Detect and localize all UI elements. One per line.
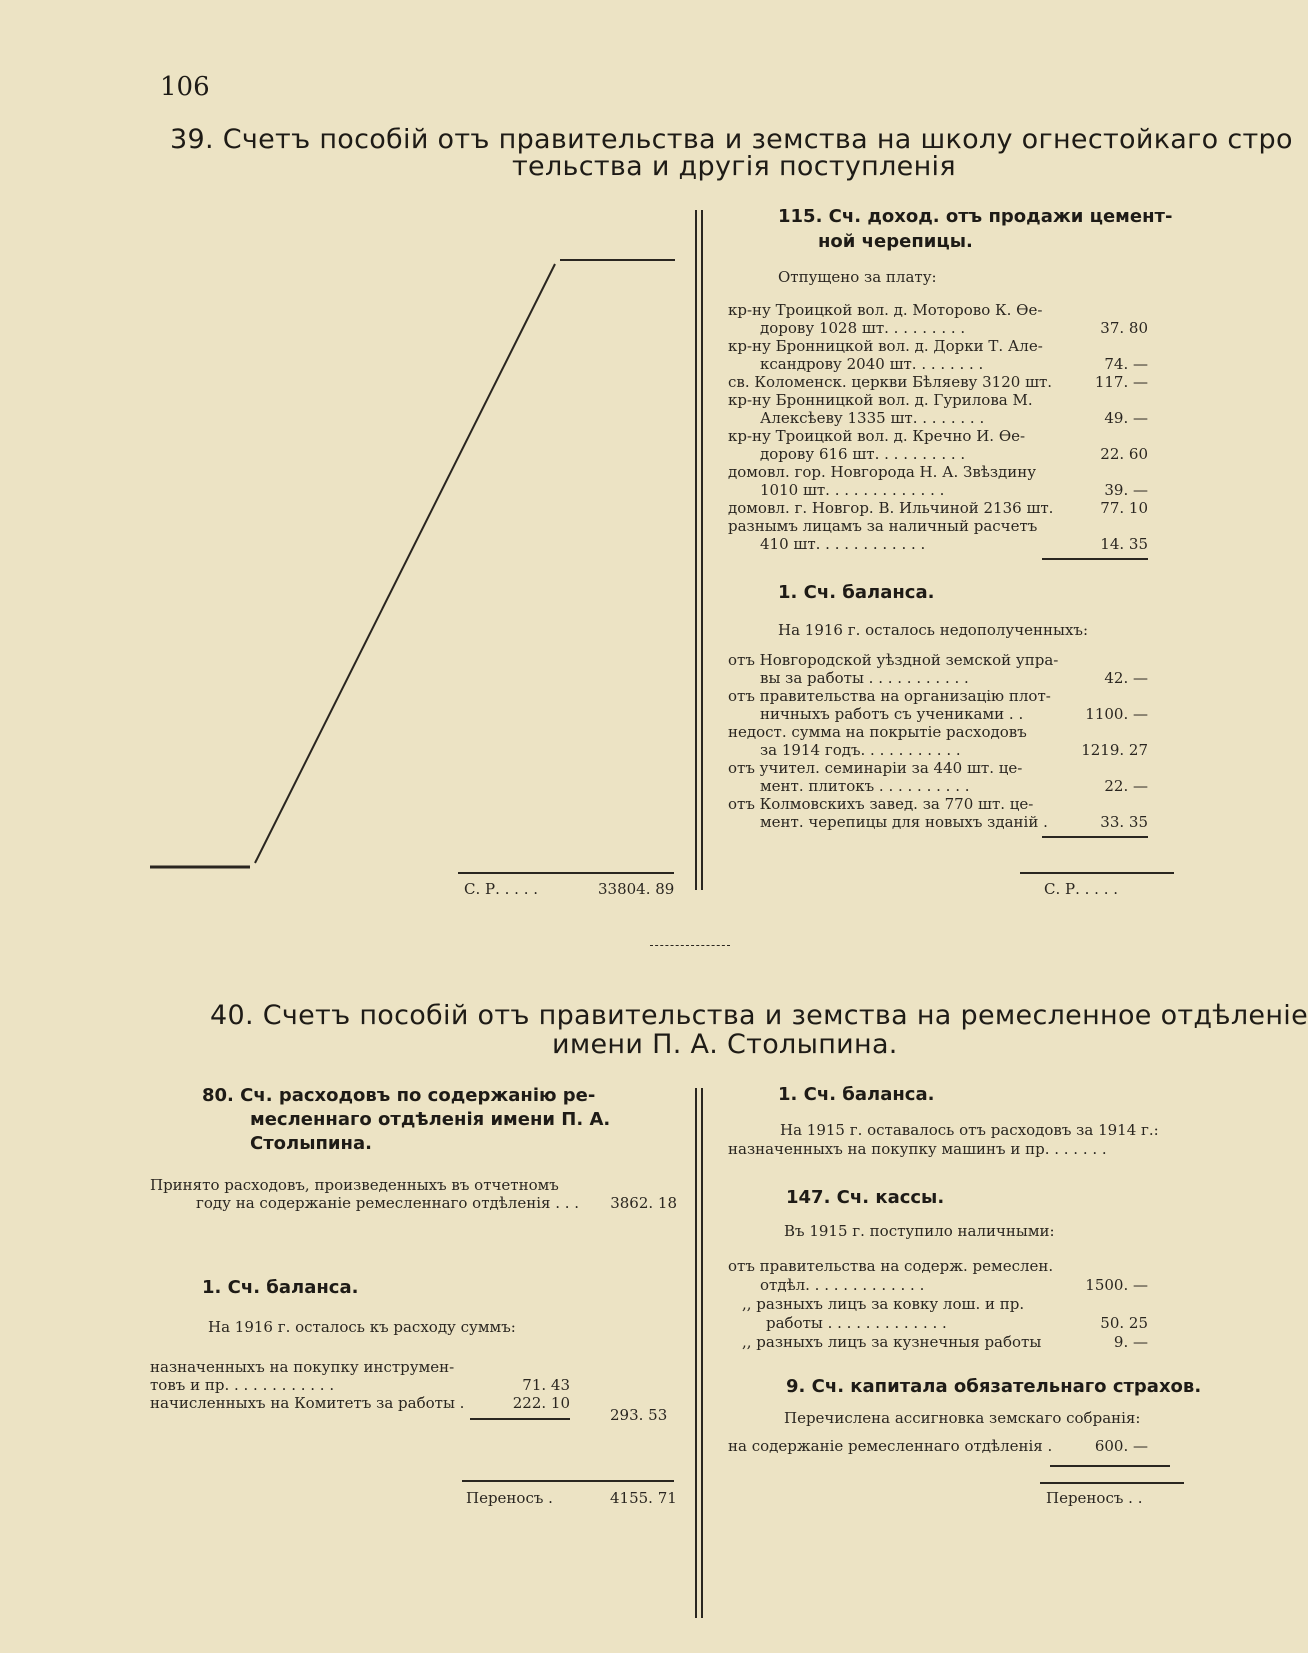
- carry-amount-left: 4155. 71: [610, 1489, 677, 1507]
- ledger-row: Алексѣеву 1335 шт. . . . . . . . 49. —: [760, 409, 1148, 427]
- ledger-row: мент. черепицы для новыхъ зданій . 33. 35: [760, 813, 1148, 831]
- ledger-row: отъ правительства на организацію плот-: [728, 687, 1051, 705]
- account-1-right-line2: назначенныхъ на покупку машинъ и пр. . . . . . .: [728, 1140, 1107, 1158]
- account-1-left-subtitle: На 1916 г. осталось къ расходу суммъ:: [208, 1318, 516, 1336]
- ledger-row: дорову 616 шт. . . . . . . . . . 22. 60: [760, 445, 1148, 463]
- ledger-row: работы . . . . . . . . . . . . . 50. 25: [766, 1314, 1148, 1332]
- ledger-row: ,, разныхъ лицъ за кузнечныя работы 9. —: [742, 1333, 1148, 1351]
- ledger-row: отъ Новгородской уѣздной земской упра-: [728, 651, 1059, 669]
- left-total-amount: 33804. 89: [598, 880, 675, 898]
- account-9-sum-rule: [1050, 1465, 1170, 1467]
- ledger-row: отдѣл. . . . . . . . . . . . . 1500. —: [760, 1276, 1148, 1294]
- carry-rule-left: [462, 1480, 674, 1482]
- section-separator: [650, 945, 730, 946]
- account-9-title: 9. Сч. капитала обязательнаго страхов.: [786, 1376, 1202, 1397]
- left-total-label: С. Р. . . . .: [464, 880, 539, 898]
- account-1-left-subtotal: 293. 53: [610, 1406, 668, 1424]
- blank-cancel-lines: [140, 240, 680, 880]
- page-number: 106: [160, 72, 210, 102]
- ledger-row: кр-ну Бронницкой вол. д. Гурилова М.: [728, 391, 1033, 409]
- ledger-row: отъ учител. семинаріи за 440 шт. це-: [728, 759, 1023, 777]
- ledger-row: дорову 1028 шт. . . . . . . . . 37. 80: [760, 319, 1148, 337]
- account-1-right-line1: На 1915 г. оставалось отъ расходовъ за 1914 г.:: [780, 1121, 1159, 1139]
- section-39-title-line2: тельства и другія поступленія: [512, 151, 956, 182]
- left-total-rule: [458, 872, 674, 874]
- account-1-subtitle: На 1916 г. осталось недополученныхъ:: [778, 621, 1089, 639]
- ledger-row: ксандрову 2040 шт. . . . . . . . 74. —: [760, 355, 1148, 373]
- subtotal-rule: [470, 1418, 570, 1420]
- ledger-row: кр-ну Троицкой вол. д. Моторово К. Ѳе-: [728, 301, 1043, 319]
- account-147-subtitle: Въ 1915 г. поступило наличными:: [784, 1222, 1055, 1240]
- account-147-title: 147. Сч. кассы.: [786, 1187, 945, 1208]
- carry-label-right: Переносъ . .: [1046, 1489, 1143, 1507]
- ledger-row: товъ и пр. . . . . . . . . . . . 71. 43: [150, 1376, 570, 1394]
- ledger-row: кр-ну Бронницкой вол. д. Дорки Т. Але-: [728, 337, 1043, 355]
- ledger-row: на содержаніе ремесленнаго отдѣленія . 600. —: [728, 1437, 1148, 1455]
- account-115-sum-rule: [1042, 558, 1148, 560]
- ledger-row: вы за работы . . . . . . . . . . . 42. —: [760, 669, 1148, 687]
- account-1-right-title: 1. Сч. баланса.: [778, 1084, 935, 1105]
- account-115-title-line1: 115. Сч. доход. отъ продажи цемент-: [778, 206, 1173, 227]
- ledger-row: разнымъ лицамъ за наличный расчетъ: [728, 517, 1038, 535]
- ledger-row: отъ правительства на содерж. ремеслен.: [728, 1257, 1054, 1275]
- ledger-row: мент. плитокъ . . . . . . . . . . 22. —: [760, 777, 1148, 795]
- ledger-row: св. Коломенск. церкви Бѣляеву 3120 шт. 117. —: [728, 373, 1148, 391]
- column-divider-b: [701, 210, 703, 890]
- ledger-row: году на содержаніе ремесленнаго отдѣленія . . . 3862. 18: [196, 1194, 677, 1212]
- account-115-subtitle: Отпущено за плату:: [778, 268, 937, 286]
- section-40-title-line2: имени П. А. Столыпина.: [552, 1029, 898, 1060]
- ledger-row: отъ Колмовскихъ завед. за 770 шт. це-: [728, 795, 1034, 813]
- account-80-title-line2: месленнаго отдѣленія имени П. А.: [250, 1109, 611, 1130]
- account-1-title: 1. Сч. баланса.: [778, 582, 935, 603]
- ledger-row: начисленныхъ на Комитетъ за работы . 222. 10: [150, 1394, 570, 1412]
- ledger-row: домовл. г. Новгор. В. Ильчиной 2136 шт. 77. 10: [728, 499, 1148, 517]
- ledger-row: домовл. гор. Новгорода Н. А. Звѣздину: [728, 463, 1037, 481]
- right-total-rule: [1020, 872, 1174, 874]
- ledger-row: 1010 шт. . . . . . . . . . . . . 39. —: [760, 481, 1148, 499]
- account-9-subtitle: Перечислена ассигновка земскаго собранія:: [784, 1409, 1141, 1427]
- ledger-row: назначенныхъ на покупку инструмен-: [150, 1358, 455, 1376]
- right-total-label: С. Р. . . . .: [1044, 880, 1119, 898]
- account-80-title-line3: Столыпина.: [250, 1133, 372, 1154]
- column-divider-a: [695, 210, 697, 890]
- diagonal-cancel-line: [255, 264, 555, 863]
- ledger-row: Принято расходовъ, произведенныхъ въ отчетномъ: [150, 1176, 559, 1194]
- carry-label-left: Переносъ .: [466, 1489, 553, 1507]
- ledger-row: ,, разныхъ лицъ за ковку лош. и пр.: [742, 1295, 1025, 1313]
- ledger-row: за 1914 годъ. . . . . . . . . . . 1219. 27: [760, 741, 1148, 759]
- account-80-title-line1: 80. Сч. расходовъ по содержанію ре-: [202, 1085, 596, 1106]
- ledger-row: ничныхъ работъ съ учениками . . 1100. —: [760, 705, 1148, 723]
- section-39-title-line1: 39. Счетъ пособій отъ правительства и земства на школу огнестойкаго стро: [170, 124, 1293, 155]
- column-divider-c: [695, 1088, 697, 1618]
- ledger-row: недост. сумма на покрытіе расходовъ: [728, 723, 1027, 741]
- column-divider-d: [701, 1088, 703, 1618]
- section-40-title-line1: 40. Счетъ пособій отъ правительства и земства на ремесленное отдѣленіе: [210, 1000, 1308, 1031]
- ledger-row: кр-ну Троицкой вол. д. Кречно И. Ѳе-: [728, 427, 1026, 445]
- account-1-sum-rule: [1042, 836, 1148, 838]
- account-1-left-title: 1. Сч. баланса.: [202, 1277, 359, 1298]
- ledger-row: 410 шт. . . . . . . . . . . . 14. 35: [760, 535, 1148, 553]
- carry-rule-right: [1040, 1482, 1184, 1484]
- account-115-title-line2: ной черепицы.: [818, 231, 973, 252]
